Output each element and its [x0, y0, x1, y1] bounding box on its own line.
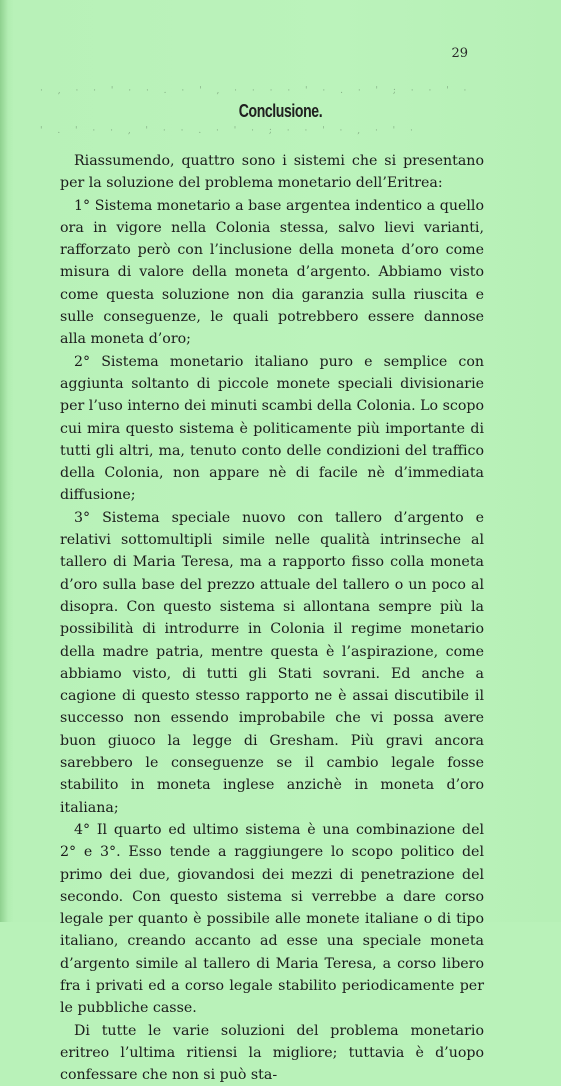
page-left-edge — [0, 0, 8, 922]
page-number: 29 — [451, 46, 468, 61]
section-heading: Conclusione. — [238, 101, 323, 121]
bleed-through-specks: · , · · ' · · . · ' , · · · · ' · . · ' ; · · ' · — [40, 86, 473, 96]
paragraph-system-4: 4° Il quarto ed ultimo sistema è una combinazione del 2° e 3°. Esso tende a raggiungere lo scopo politico del primo dei due, giovandosi dei mezzi di penetrazione del secondo. Con questo sistema si verrebbe a dare corso legale per quanto è possibile alle monete italiane o di tipo italiano, creando accanto ad esse una speciale moneta d’argento simile al tallero di Maria Teresa, a corso libero fra i privati ed a corso legale stabilito periodicamente per le pubbliche casse. — [60, 821, 484, 1017]
bleed-through-specks-2: ' . ' · · , ' · · . · ' · ; · · ' · , · ' · — [40, 126, 419, 136]
paragraph-system-2: 2° Sistema monetario italiano puro e semplice con aggiunta soltanto di piccole monete speciali divisionarie per l’uso interno dei minuti scambi della Colonia. Lo scopo cui mira questo sistema è politicamente più importante di tutti gli altri, ma, tenuto conto delle condizioni del traffico della Colonia, non appare nè di facile nè d’immediata diffusione; — [60, 353, 484, 504]
paragraph-system-1: 1° Sistema monetario a base argentea indentico a quello ora in vigore nella Colonia stessa, salvo lievi varianti, rafforzato però con l’inclusione della moneta d’oro come misura di valore della moneta d’argento. Abbiamo visto come questa soluzione non dia garanzia sulla riuscita e sulle conseguenze, le quali potrebbero essere dannose alla moneta d’oro; — [60, 197, 484, 348]
paragraph-system-3: 3° Sistema speciale nuovo con tallero d’argento e relativi sottomultipli simile nelle qualità intrinseche al tallero di Maria Teresa, ma a rapporto fisso colla moneta d’oro sulla base del prezzo attuale del tallero o un poco al disopra. Con questo sistema si allontana sempre più la possibilità di introdurre in Colonia il regime monetario della madre patria, mentre questa è l’aspirazione, come abbiamo visto, di tutti gli Stati sovrani. Ed anche a cagione di questo stesso rapporto ne è assai discutibile il successo non essendo improbabile che vi possa avere buon giuoco la legge di Gresham. Più gravi ancora sarebbero le conseguenze se il cambio legale fosse stabilito in moneta inglese anzichè in moneta d’oro italiana; — [60, 509, 484, 816]
body-text — [60, 150, 484, 1086]
paragraph-intro: Riassumendo, quattro sono i sistemi che si presentano per la soluzione del problema monetario dell’Eritrea: — [60, 153, 484, 192]
paragraph-conclusion: Di tutte le varie soluzioni del problema monetario eritreo l’ultima ritiensi la migliore; tuttavia è d’uopo confessare che non si può sta- — [60, 1022, 484, 1084]
